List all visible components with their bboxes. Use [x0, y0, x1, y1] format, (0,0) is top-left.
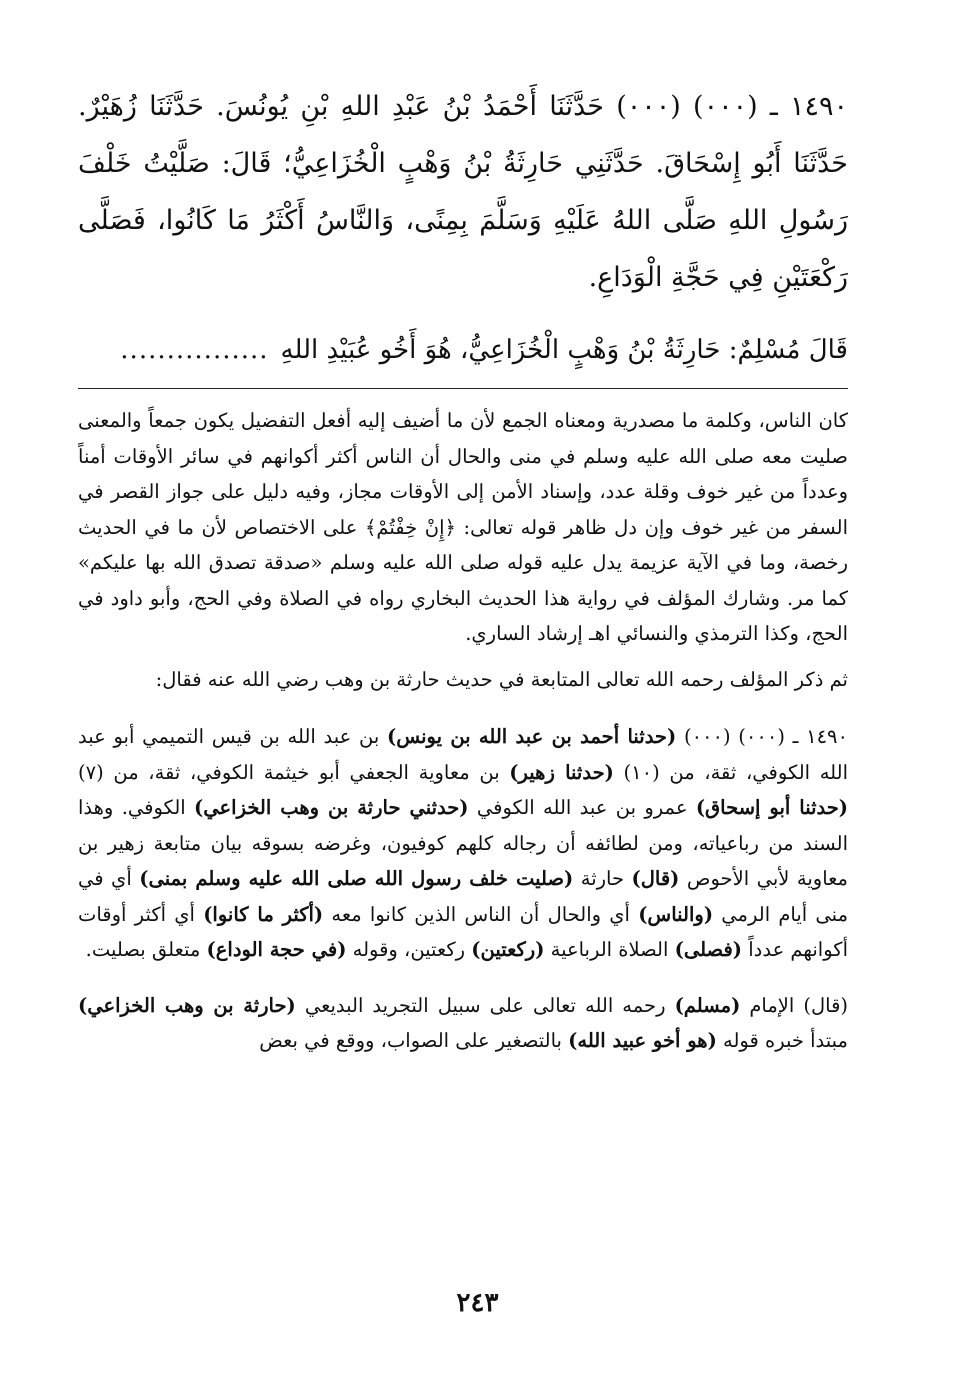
bold-quote: (صليت خلف رسول الله صلى الله عليه وسلم بمنى) [139, 867, 574, 890]
commentary-paragraph-3 [78, 719, 848, 968]
document-page [78, 78, 848, 1378]
plain-text: أي في منى أيام الرمي [78, 867, 849, 926]
bold-quote: (حدثنا أبو إسحاق) [695, 796, 849, 819]
plain-text: الكوفي. وهذا السند من رباعياته، ومن لطائفه أن رجاله كلهم كوفيون، وغرضه بسوقه بيان متابعة زهير بن معاوية لأبي الأحوص [78, 796, 848, 890]
plain-text: أي والحال أن الناس الذين كانوا معه [331, 902, 630, 926]
bold-quote: (حارثة بن وهب الخزاعي) [78, 993, 296, 1017]
bold-quote: (ركعتين) [471, 938, 545, 961]
bold-quote: (والناس) [638, 902, 714, 926]
plain-text: متعلق بصليت. [85, 938, 201, 961]
bold-quote: (حدثني حارثة بن وهب الخزاعي) [194, 796, 469, 819]
hadith-text [78, 78, 848, 306]
plain-text: حارثة [580, 867, 625, 890]
plain-text: بالتصغير على الصواب، ووقع في بعض [259, 1029, 562, 1052]
bold-quote: (في حجة الوداع) [206, 938, 347, 961]
plain-text: مبتدأ خبره قوله [723, 1029, 848, 1052]
commentary-hadith-number: ١٤٩٠ ـ (٠٠٠) (٠٠٠) [683, 725, 849, 748]
plain-text: عمرو بن عبد الله الكوفي [476, 796, 688, 819]
bold-quote: (حدثنا أحمد بن عبد الله بن يونس) [387, 725, 677, 748]
plain-text: أي أكثر أوقات أكوانهم عدداً [78, 902, 848, 961]
plain-text: (قال) الإمام [749, 993, 849, 1017]
commentary-paragraph-2: ثم ذكر المؤلف رحمه الله تعالى المتابعة في حديث حارثة بن وهب رضي الله عنه فقال: [155, 667, 848, 691]
bold-quote: (قال) [631, 867, 680, 890]
page-number: ٢٤٣ [456, 1288, 499, 1318]
bold-quote: (حدثنا زهير) [509, 760, 614, 784]
bold-quote: (أكثر ما كانوا) [203, 902, 324, 926]
plain-text: ركعتين، وقوله [352, 938, 466, 961]
muslim-note [78, 330, 848, 370]
plain-text: رحمه الله تعالى على سبيل التجريد البديعي [304, 993, 666, 1017]
plain-text: بن عبد الله بن قيس التميمي أبو عبد الله الكوفي، ثقة، من (١٠) [78, 725, 848, 784]
muslim-note-text: قَالَ مُسْلِمٌ: حَارِثَةُ بْنُ وَهْبٍ الْخُزَاعِيُّ، هُوَ أَخُو عُبَيْدِ اللهِ [280, 335, 848, 365]
commentary-paragraph-1: كان الناس، وكلمة ما مصدرية ومعناه الجمع لأن ما أضيف إليه أفعل التفضيل يكون جمعاً والمعنى صليت معه صلى الله عليه وسلم في منى والحال أن الناس أكثر أكوانهم في سائر الأوقات أمناً وعدداً من غير خوف وقلة عدد، وإسناد الأمن إلى الأوقات مجاز، وفيه دليل على جواز القصر في السفر من غير خوف وإن دل ظاهر قوله تعالى: ﴿إِنْ خِفْتُمْ﴾ على الاختصاص لأن ما في الحديث رخصة، وما في الآية عزيمة يدل عليه قوله صلى الله عليه وسلم «صدقة تصدق الله بها عليكم» كما مر. وشارك المؤلف في رواية هذا الحديث البخاري رواه في الصلاة وفي الحج، وأبو داود في الحج، وكذا الترمذي والنسائي اهـ إرشاد الساري. [78, 409, 848, 645]
bold-quote: (مسلم) [674, 993, 741, 1017]
bold-quote: (هو أخو عبيد الله) [568, 1029, 717, 1052]
commentary-paragraph-4 [78, 988, 848, 1059]
bold-quote: (فصلى) [674, 938, 743, 961]
footnote-divider [78, 388, 848, 389]
plain-text: الصلاة الرباعية [550, 938, 669, 961]
hadith-number: ١٤٩٠ ـ (٠٠٠) (٠٠٠) [616, 91, 849, 122]
muslim-note-dots: ................ [120, 335, 269, 365]
plain-text: بن معاوية الجعفي أبو خيثمة الكوفي، ثقة، من (٧) [78, 760, 500, 784]
hadith-body: حَدَّثَنَا أَحْمَدُ بْنُ عَبْدِ اللهِ بْنِ يُونُسَ. حَدَّثَنَا زُهَيْرٌ. حَدَّثَنَا أَبُو إِسْحَاقَ. حَدَّثَنِي حَارِثَةُ بْنُ وَهْبٍ الْخُزَاعِيُّ؛ قَالَ: صَلَّيْتُ خَلْفَ رَسُولِ اللهِ صَلَّى اللهُ عَلَيْهِ وَسَلَّمَ بِمِنًى، وَالنَّاسُ أَكْثَرُ مَا كَانُوا، فَصَلَّى رَكْعَتَيْنِ فِي حَجَّةِ الْوَدَاعِ. [78, 91, 848, 293]
